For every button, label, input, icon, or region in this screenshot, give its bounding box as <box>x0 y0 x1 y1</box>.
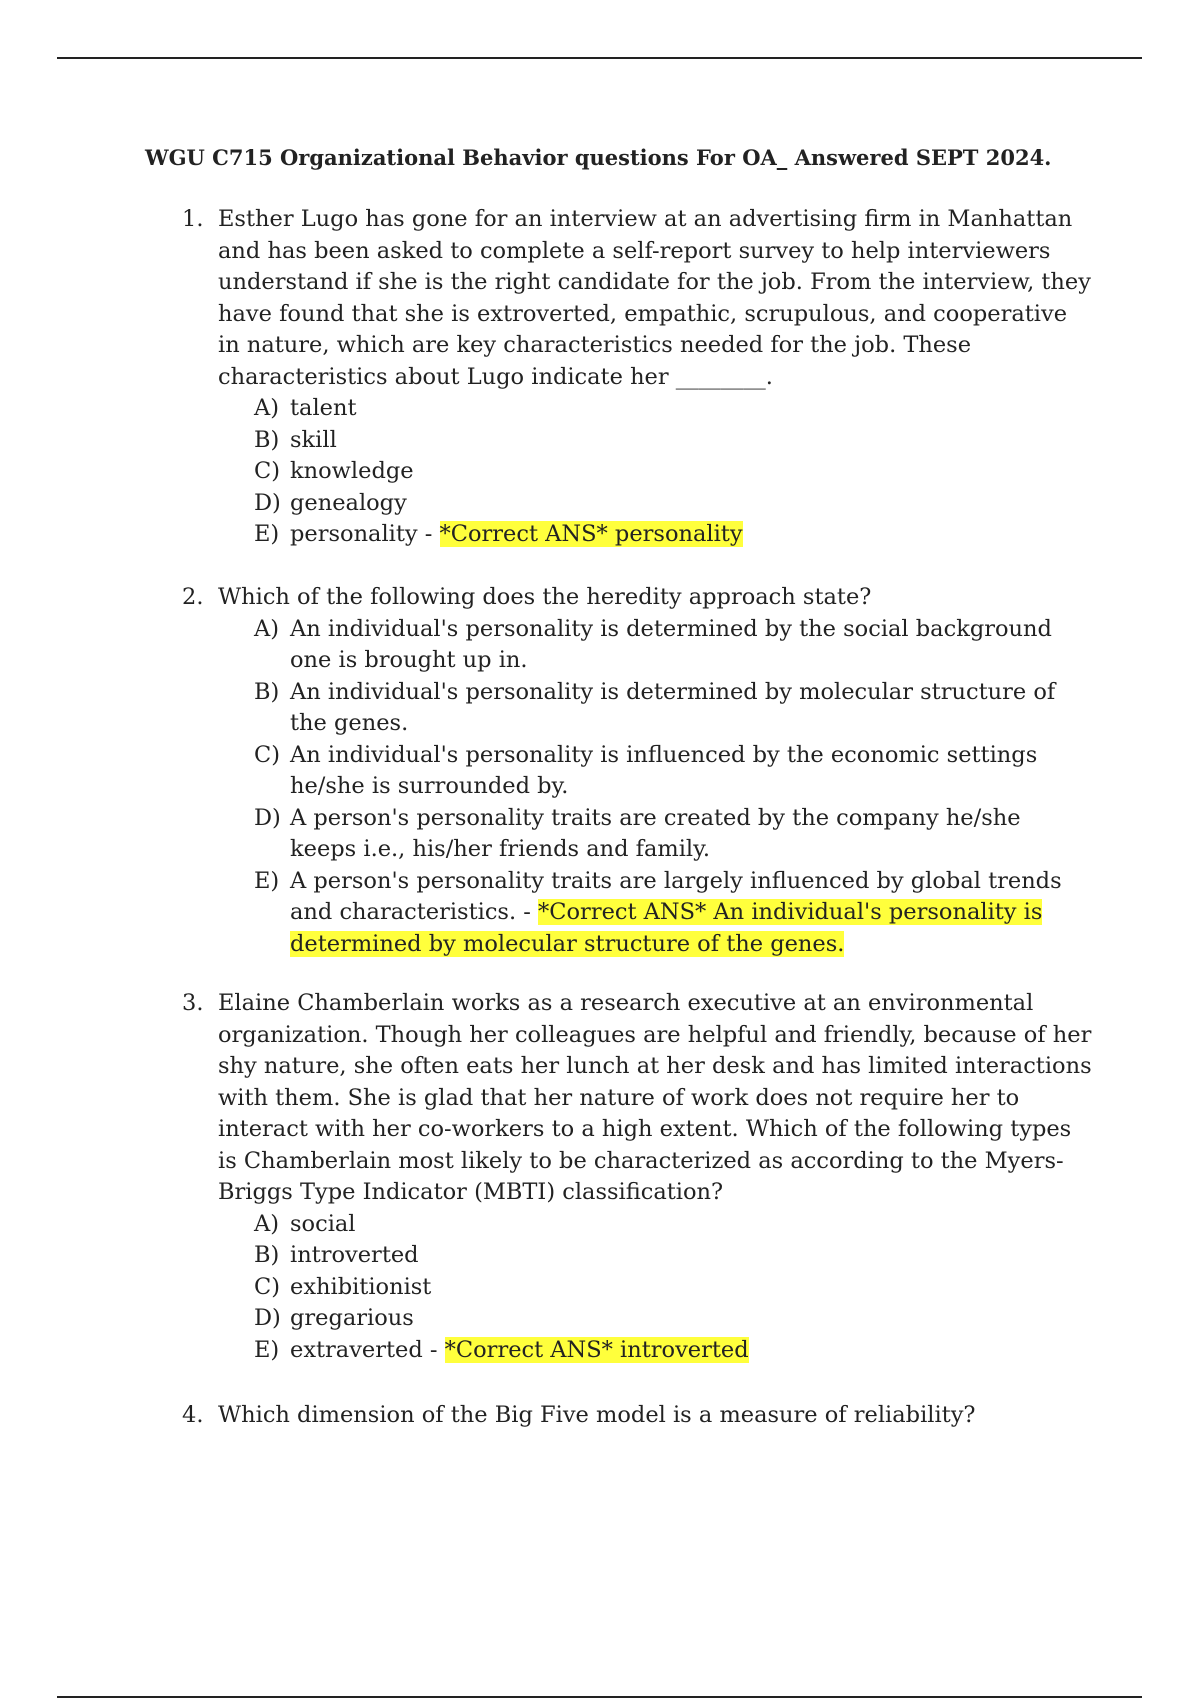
option-e <box>254 866 1092 961</box>
option-letter: C) <box>254 458 280 484</box>
option-letter: D) <box>254 1305 281 1331</box>
option-letter: A) <box>254 395 280 421</box>
option-c <box>254 740 1092 803</box>
option-text: genealogy <box>290 489 407 516</box>
question-number: 1. <box>182 206 204 232</box>
header-rule <box>57 57 1142 59</box>
option-text: exhibitionist <box>290 1273 432 1300</box>
option-c <box>254 456 1092 488</box>
question-text: Elaine Chamberlain works as a research executive at an environmental organization. Though her colleagues are helpful and friendly, because of her shy nature, she often eats her lunch at her desk and has limited interactions with them. She is glad that her nature of work does not require her to interact with her co-workers to a high extent. Which of the following types is Chamberlain most likely to be characterized as according to the Myers-Briggs Type Indicator (MBTI) classification? <box>218 990 1092 1205</box>
option-text: A person's personality traits are largely influenced by global trends and characteristics. - <box>290 867 1062 925</box>
option-text: introverted <box>290 1242 419 1268</box>
option-a <box>254 393 1092 425</box>
option-text: An individual's personality is determined by molecular structure of the genes. <box>290 678 1056 736</box>
option-text: skill <box>290 426 337 453</box>
option-list <box>254 393 1092 551</box>
question-4 <box>182 1400 1092 1432</box>
option-list <box>254 1209 1092 1367</box>
question-text: Which dimension of the Big Five model is a measure of reliability? <box>218 1402 976 1428</box>
option-letter: E) <box>254 1336 280 1363</box>
option-text: gregarious <box>290 1305 414 1331</box>
option-letter: E) <box>254 867 280 894</box>
correct-answer-highlight: *Correct ANS* An individual's personality is determined by molecular structure of the genes. <box>290 899 1043 957</box>
option-text: talent <box>290 395 357 421</box>
option-d <box>254 488 1092 520</box>
option-text: An individual's personality is determined by the social background one is brought up in. <box>290 615 1052 673</box>
option-b <box>254 677 1092 740</box>
option-d <box>254 803 1092 866</box>
question-number: 3. <box>182 990 204 1016</box>
option-list <box>254 614 1092 961</box>
question-1 <box>182 204 1092 551</box>
correct-answer-highlight: *Correct ANS* personality <box>439 521 743 547</box>
option-a <box>254 614 1092 677</box>
option-text: A person's personality traits are created by the company he/she keeps i.e., his/her friends and family. <box>290 804 1021 862</box>
footer-rule <box>57 1696 1142 1698</box>
option-letter: A) <box>254 615 280 642</box>
option-b <box>254 1240 1092 1272</box>
question-number: 2. <box>182 584 204 610</box>
option-letter: D) <box>254 804 281 831</box>
correct-answer-highlight: *Correct ANS* introverted <box>444 1336 749 1363</box>
option-b <box>254 425 1092 457</box>
option-c <box>254 1272 1092 1304</box>
option-letter: B) <box>254 678 280 705</box>
option-letter: B) <box>254 1242 280 1268</box>
option-letter: A) <box>254 1210 280 1237</box>
question-number: 4. <box>182 1402 204 1428</box>
option-letter: B) <box>254 426 280 453</box>
option-letter: D) <box>254 489 281 516</box>
option-e <box>254 1335 1092 1367</box>
option-text: An individual's personality is influenced by the economic settings he/she is surrounded by. <box>290 741 1038 799</box>
option-letter: C) <box>254 1273 280 1300</box>
option-text: knowledge <box>290 458 414 484</box>
question-3 <box>182 988 1092 1366</box>
document-title: WGU C715 Organizational Behavior questions For OA_ Answered SEPT 2024. <box>145 145 1052 170</box>
option-text: personality - <box>290 521 440 547</box>
option-text: social <box>290 1210 356 1237</box>
option-a <box>254 1209 1092 1241</box>
question-2 <box>182 582 1092 960</box>
option-d <box>254 1303 1092 1335</box>
question-text: Which of the following does the heredity approach state? <box>218 584 872 610</box>
option-text: extraverted - <box>290 1336 445 1363</box>
option-letter: C) <box>254 741 280 768</box>
option-e <box>254 519 1092 551</box>
option-letter: E) <box>254 521 280 547</box>
question-text: Esther Lugo has gone for an interview at an advertising firm in Manhattan and has been asked to complete a self-report survey to help interviewers understand if she is the right candidate for the job. From the interview, they have found that she is extroverted, empathic, scrupulous, and cooperative in nature, which are key characteristics needed for the job. These characteristics about Lugo indicate her ________. <box>218 206 1091 390</box>
